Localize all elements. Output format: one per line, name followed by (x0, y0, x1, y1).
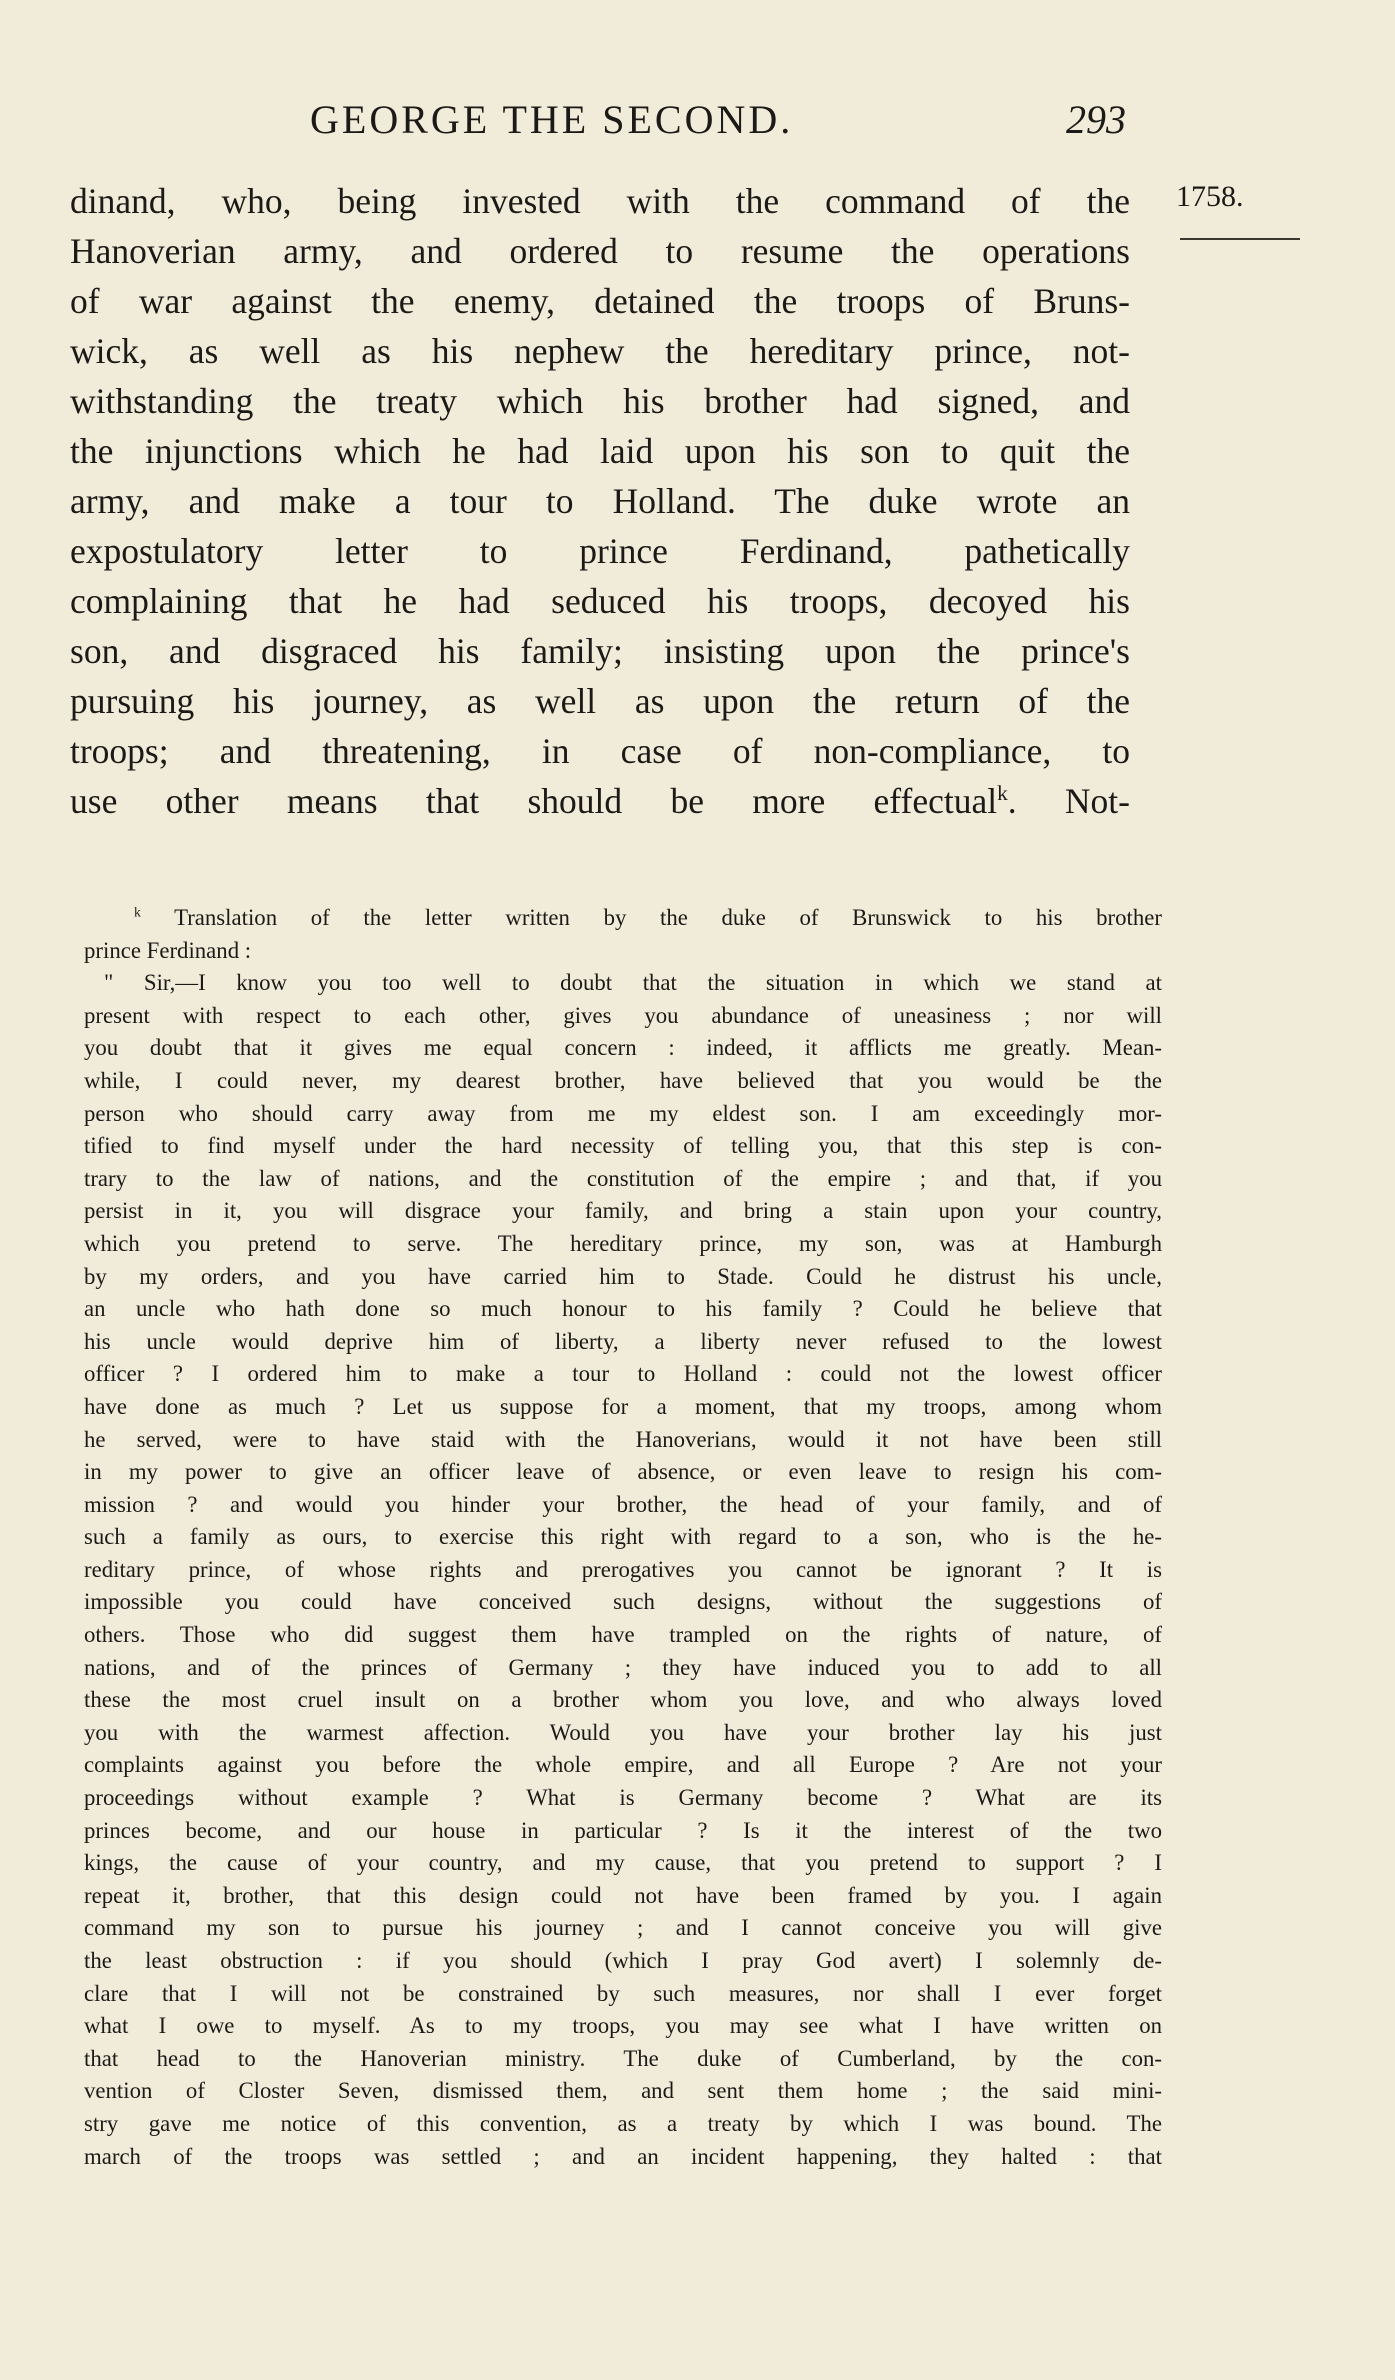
body-line: wick, as well as his nephew the hereditary prince, not- (70, 331, 1130, 371)
running-head (300, 96, 1140, 156)
footnote-line: officer ? I ordered him to make a tour to Holland : could not the lowest officer (84, 1361, 1162, 1387)
footnote-line: others. Those who did suggest them have trampled on the rights of nature, of (84, 1622, 1162, 1648)
footnote-line: clare that I will not be constrained by such measures, nor shall I ever forget (84, 1980, 1162, 2006)
body-line-tail: . Not- (1007, 781, 1130, 821)
footnote-line: kings, the cause of your country, and my cause, that you pretend to support ? I (84, 1850, 1162, 1876)
footnote-line: what I owe to myself. As to my troops, you may see what I have written on (84, 2013, 1162, 2039)
body-line: troops; and threatening, in case of non-compliance, to (70, 731, 1130, 771)
footnote-line: persist in it, you will disgrace your family, and bring a stain upon your country, (84, 1198, 1162, 1224)
page-number: 293 (1066, 97, 1126, 142)
footnote-line: you doubt that it gives me equal concern : indeed, it afflicts me greatly. Mean- (84, 1035, 1162, 1061)
footnote-line: princes become, and our house in particular ? Is it the interest of the two (84, 1817, 1162, 1843)
footnote-line: the least obstruction : if you should (which I pray God avert) I solemnly de- (84, 1948, 1162, 1973)
footnote-line: these the most cruel insult on a brother whom you love, and who always loved (84, 1687, 1162, 1713)
body-line: Hanoverian army, and ordered to resume the operations (70, 231, 1130, 271)
footnote-line (84, 902, 1162, 935)
footnote-line: an uncle who hath done so much honour to his family ? Could he believe that (84, 1296, 1162, 1322)
body-line: of war against the enemy, detained the troops of Bruns- (70, 281, 1130, 321)
footnote-line-text: Translation of the letter written by the duke of Brunswick to his brother (174, 905, 1162, 930)
footnote-line: proceedings without example ? What is Germany become ? What are its (84, 1785, 1162, 1811)
footnote-line: his uncle would deprive him of liberty, a liberty never refused to the lowest (84, 1328, 1162, 1354)
body-line: withstanding the treaty which his brother had signed, and (70, 381, 1130, 421)
footnote-line: stry gave me notice of this convention, as a treaty by which I was bound. The (84, 2110, 1162, 2136)
footnote-line: which you pretend to serve. The hereditary prince, my son, was at Hamburgh (84, 1230, 1162, 1256)
footnote-line: tified to find myself under the hard necessity of telling you, that this step is con- (84, 1133, 1162, 1159)
body-line-last (70, 776, 1130, 826)
body-line: expostulatory letter to prince Ferdinand, pathetically (70, 531, 1130, 571)
footnote-line: march of the troops was settled ; and an incident happening, they halted : that (84, 2143, 1162, 2169)
footnote-line: by my orders, and you have carried him to Stade. Could he distrust his uncle, (84, 1263, 1162, 1289)
body-line: army, and make a tour to Holland. The duke wrote an (70, 481, 1130, 521)
footnote-line: trary to the law of nations, and the constitution of the empire ; and that, if you (84, 1165, 1162, 1191)
footnote-line: such a family as ours, to exercise this right with regard to a son, who is the he- (84, 1524, 1162, 1550)
footnote-line: repeat it, brother, that this design could not have been framed by you. I again (84, 1882, 1162, 1908)
footnote (84, 902, 1162, 2173)
footnote-line: he served, were to have staid with the Hanoverians, would it not have been still (84, 1426, 1162, 1452)
running-title: GEORGE THE SECOND. (310, 97, 794, 142)
body-line-text: use other means that should be more effectual (70, 781, 998, 821)
footnote-line: prince Ferdinand : (84, 937, 252, 963)
footnote-line: " Sir,—I know you too well to doubt that the situation in which we stand at (104, 970, 1162, 996)
footnote-line: that head to the Hanoverian ministry. The duke of Cumberland, by the con- (84, 2045, 1162, 2071)
body-line: son, and disgraced his family; insisting upon the prince's (70, 631, 1130, 671)
footnote-line: nations, and of the princes of Germany ; they have induced you to add to all (84, 1654, 1162, 1680)
footnote-line: mission ? and would you hinder your brother, the head of your family, and of (84, 1491, 1162, 1517)
body-line: the injunctions which he had laid upon his son to quit the (70, 431, 1130, 471)
footnote-line: present with respect to each other, gives you abundance of uneasiness ; nor will (84, 1002, 1162, 1028)
body-line: pursuing his journey, as well as upon the return of the (70, 681, 1130, 721)
footnote-line: complaints against you before the whole empire, and all Europe ? Are not your (84, 1752, 1162, 1778)
body-line: dinand, who, being invested with the command of the (70, 181, 1130, 221)
footnote-line: reditary prince, of whose rights and prerogatives you cannot be ignorant ? It is (84, 1556, 1162, 1582)
footnote-marker: k (134, 904, 141, 920)
margin-rule (1180, 238, 1300, 240)
footnote-line: vention of Closter Seven, dismissed them, and sent them home ; the said mini- (84, 2078, 1162, 2104)
footnote-line: you with the warmest affection. Would you have your brother lay his just (84, 1719, 1162, 1745)
footnote-line: person who should carry away from me my eldest son. I am exceedingly mor- (84, 1100, 1162, 1126)
footnote-line: command my son to pursue his journey ; and I cannot conceive you will give (84, 1915, 1162, 1941)
footnote-reference: k (997, 781, 1008, 806)
footnote-line: impossible you could have conceived such designs, without the suggestions of (84, 1589, 1162, 1615)
body-line: complaining that he had seduced his troops, decoyed his (70, 581, 1130, 621)
footnote-line: while, I could never, my dearest brother, have believed that you would be the (84, 1067, 1162, 1093)
body-text (70, 176, 1130, 826)
footnote-line: have done as much ? Let us suppose for a moment, that my troops, among whom (84, 1393, 1162, 1419)
footnote-line: in my power to give an officer leave of absence, or even leave to resign his com- (84, 1459, 1162, 1485)
margin-year-note: 1758. (1176, 180, 1244, 213)
